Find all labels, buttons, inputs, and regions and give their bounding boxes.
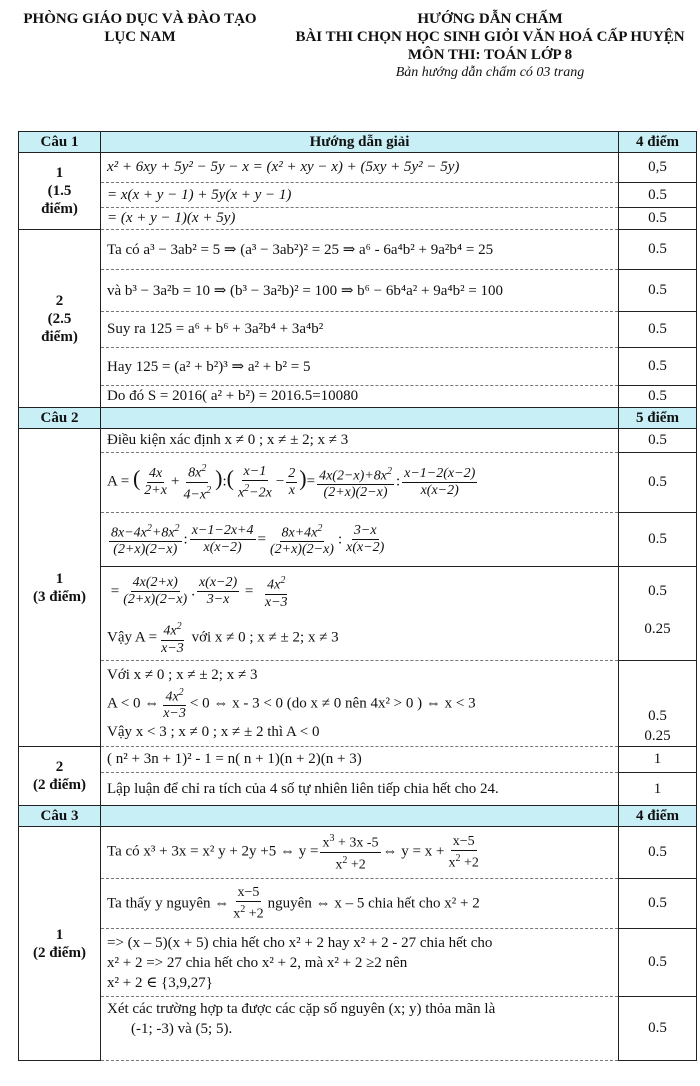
solution-step: Do đó S = 2016( a² + b²) = 2016.5=10080 [101,386,619,408]
step-points: 0,5 [619,153,697,183]
table-row [19,230,697,270]
solution-step: Ta thấy y nguyên ⇔ $\frac{x-5}{x^2 +2}$ nguyên ⇔ x – 5 chia hết cho x² + 2 [101,879,619,929]
step-points: 0.5 [619,879,697,929]
step-points: 0.5 [619,270,697,312]
step-points: 0.5 [619,997,697,1061]
table-row [19,513,697,567]
col-solution: Hướng dẫn giải [101,132,619,153]
solution-step: và b³ − 3a²b = 10 ⇒ (b³ − 3a²b)² = 100 ⇒ b⁶ − 6b⁴a² + 9a⁴b² = 100 [101,270,619,312]
table-row [19,827,697,879]
step-points: 0.5 [619,183,697,208]
step-points: 0.5 [619,429,697,453]
table-row [19,997,697,1061]
department-header [10,10,270,46]
section-total: 5 điểm [619,408,697,429]
subject-title: MÔN THI: TOÁN LỚP 8 [407,47,573,63]
exam-title: BÀI THI CHỌN HỌC SINH GIỎI VĂN HOÁ CẤP HUYỆN [295,29,685,45]
step-points: 0.5 [619,929,697,997]
step-points: 1 [619,773,697,806]
table-row [19,153,697,183]
solution-step: Với x ≠ 0 ; x ≠ ± 2; x ≠ 3 A < 0 ⇔ $\frac{4x^2}{x-3}$ < 0 ⇔ x - 3 < 0 (do x ≠ 0 nên 4x² > 0 ) ⇔ x < 3 Vậy x < 3 ; x ≠ 0 ; x ≠ ± 2 thì A < 0 [101,661,619,747]
document-header [270,10,700,82]
department-name: PHÒNG GIÁO DỤC VÀ ĐÀO TẠO [23,11,257,27]
step-points: 0.5 [619,312,697,348]
part-label: 1 (2 điểm) [19,827,101,1061]
section-header-cau3 [19,806,697,827]
col-points: 4 điểm [619,132,697,153]
table-row [19,270,697,312]
solution-step: = x(x + y − 1) + 5y(x + y − 1) [101,183,619,208]
step-points: 0.5 [619,513,697,567]
solution-step: => (x – 5)(x + 5) chia hết cho x² + 2 hay x² + 2 - 27 chia hết cho x² + 2 => 27 chia hết cho x² + 2, mà x² + 2 ≥2 nên x² + 2 ∈ {3,9,27} [101,929,619,997]
step-points: 0.5 [619,567,697,617]
solution-step: x² + 6xy + 5y² − 5y − x = (x² + xy − x) + (5xy + 5y² − 5y) [101,153,619,183]
step-points: 0.5 [619,230,697,270]
section-header-cau1 [19,132,697,153]
table-row [19,879,697,929]
solution-step: = (x + y − 1)(x + 5y) [101,208,619,230]
table-row [19,183,697,208]
step-points: 0.5 [619,208,697,230]
step-points: 0.5 [619,453,697,513]
solution-step: Ta có x³ + 3x = x² y + 2y +5 ⇔ y = $\frac{x^3 + 3x -5}{x^2 +2}$ ⇔ y = x + $\frac{x-5}{x^2 +2}$ [101,827,619,879]
col-question: Câu 1 [19,132,101,153]
solution-step: Xét các trường hợp ta được các cặp số nguyên (x; y) thỏa mãn là (-1; -3) và (5; 5). [101,997,619,1061]
section-label: Câu 2 [19,408,101,429]
table-row [19,567,697,617]
part-label: 1 (1.5 điểm) [19,153,101,230]
section-header-cau2 [19,408,697,429]
table-row [19,661,697,747]
table-row [19,453,697,513]
table-row [19,348,697,386]
solution-step: ( n² + 3n + 1)² - 1 = n( n + 1)(n + 2)(n + 3) [101,747,619,773]
solution-step: Điều kiện xác định x ≠ 0 ; x ≠ ± 2; x ≠ 3 [101,429,619,453]
part-label: 2 (2 điểm) [19,747,101,806]
section-total: 4 điểm [619,806,697,827]
part-label: 2 (2.5 điểm) [19,230,101,408]
solution-step: Hay 125 = (a² + b²)³ ⇒ a² + b² = 5 [101,348,619,386]
solution-step: = $\frac{4x(2+x)}{(2+x)(2-x)}$ . $\frac{x(x-2)}{3-x}$ = $\frac{4x^2}{x-3}$ [101,567,619,617]
table-row [19,208,697,230]
table-row [19,312,697,348]
doc-title: HƯỚNG DẪN CHẤM [417,11,563,27]
solution-step: $\frac{8x-4x^2+8x^2}{(2+x)(2-x)}$ : $\frac{x-1-2x+4}{x(x-2)}$ = $\frac{8x+4x^2}{(2+x)(2-x)}$ : $\frac{3-x}{x(x-2)}$ [101,513,619,567]
step-points: 0.25 [619,617,697,661]
table-row [19,429,697,453]
page-count-note: Bản hướng dẫn chấm có 03 trang [395,65,585,80]
table-row [19,386,697,408]
step-points: 0.5 [619,348,697,386]
table-row [19,747,697,773]
solution-step: Vậy A = $\frac{4x^2}{x-3}$ với x ≠ 0 ; x ≠ ± 2; x ≠ 3 [101,617,619,661]
table-row [19,617,697,661]
solution-step: Lập luận để chỉ ra tích của 4 số tự nhiên liên tiếp chia hết cho 24. [101,773,619,806]
solution-step: Suy ra 125 = a⁶ + b⁶ + 3a²b⁴ + 3a⁴b² [101,312,619,348]
solution-step: Ta có a³ − 3ab² = 5 ⇒ (a³ − 3ab²)² = 25 ⇒ a⁶ - 6a⁴b² + 9a²b⁴ = 25 [101,230,619,270]
solution-step: A = ( $\frac{4x}{2+x}$ + $\frac{8x^2}{4-x^2}$ ):( $\frac{x-1}{x^2-2x}$ − $\frac{2}{x}$ )= $\frac{4x(2-x)+8x^2}{(2+x)(2-x)}$ : $\frac{x-1-2(x-2)}{x(x-2)}$ [101,453,619,513]
grading-table [18,131,697,1061]
part-label: 1 (3 điểm) [19,429,101,747]
section-label: Câu 3 [19,806,101,827]
table-row [19,773,697,806]
step-points: 0.5 0.25 [619,661,697,747]
district-name: LỤC NAM [104,29,176,45]
table-row [19,929,697,997]
step-points: 1 [619,747,697,773]
step-points: 0.5 [619,827,697,879]
step-points: 0.5 [619,386,697,408]
